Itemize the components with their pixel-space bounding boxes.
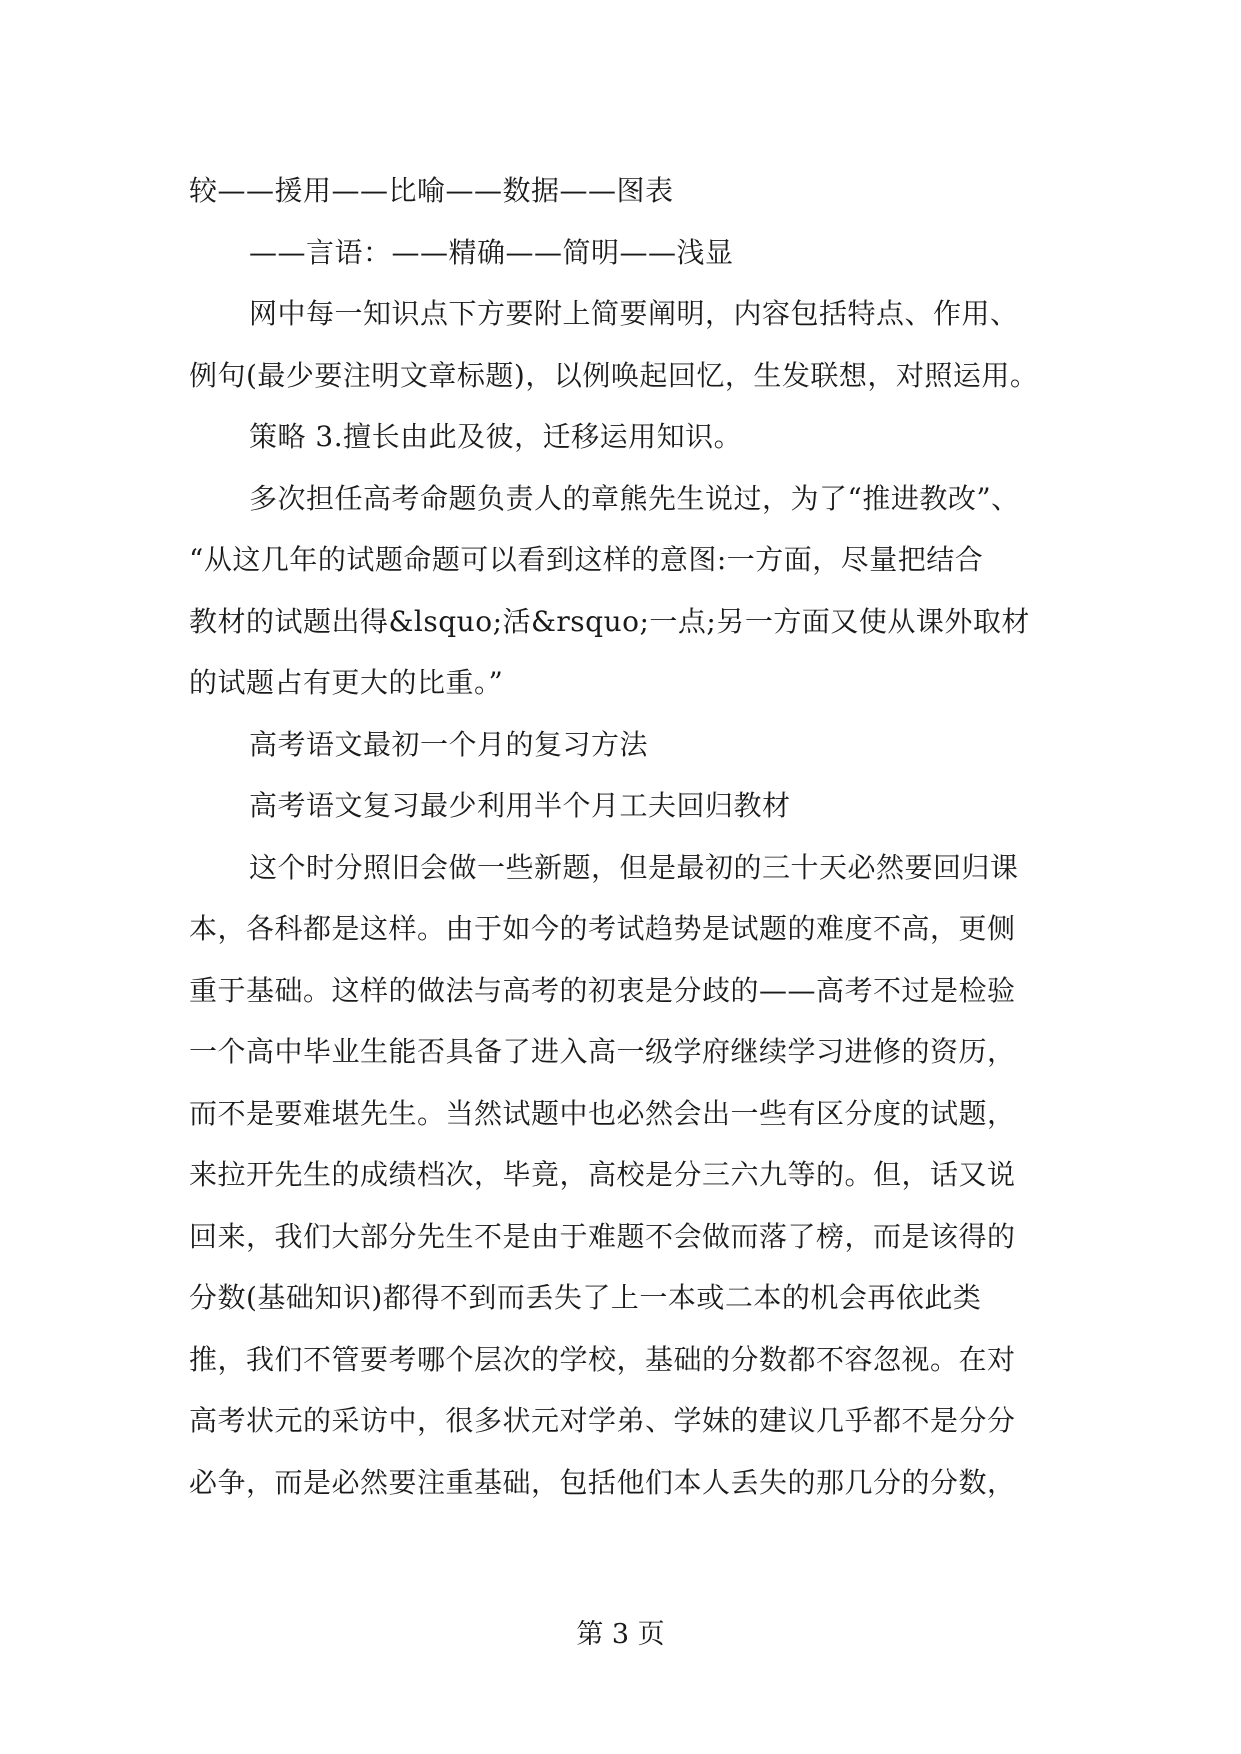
text-line: ——言语：——精确——简明——浅显 — [249, 235, 734, 269]
text-line: “从这几年的试题命题可以看到这样的意图:一方面，尽量把结合 — [189, 543, 984, 576]
text-line: 一个高中毕业生能否具备了进入高一级学府继续学习进修的资历， — [189, 1035, 1016, 1068]
text-line: 这个时分照旧会做一些新题，但是最初的三十天必然要回归课 — [249, 850, 1019, 884]
text-line: 较——援用——比喻——数据——图表 — [189, 174, 674, 207]
text-line: 重于基础。这样的做法与高考的初衷是分歧的——高考不过是检验 — [189, 973, 1016, 1007]
text-line: 推，我们不管要考哪个层次的学校，基础的分数都不容忽视。在对 — [189, 1342, 1016, 1376]
text-line: 高考状元的采访中，很多状元对学弟、学妹的建议几乎都不是分分 — [189, 1404, 1016, 1437]
text-line: 策略 3.擅长由此及彼，迁移运用知识。 — [249, 420, 743, 453]
text-line: 多次担任高考命题负责人的章熊先生说过，为了“推进教改”、 — [249, 481, 1020, 515]
text-line: 来拉开先生的成绩档次，毕竟，高校是分三六九等的。但，话又说 — [189, 1158, 1016, 1191]
page-number: 第 3 页 — [576, 1619, 665, 1650]
text-line: 例句(最少要注明文章标题)，以例唤起回忆，生发联想，对照运用。 — [189, 358, 1039, 392]
text-line: 分数(基础知识)都得不到而丢失了上一本或二本的机会再依此类 — [189, 1281, 982, 1314]
text-line: 教材的试题出得&lsquo;活&rsquo;一点;另一方面又使从课外取材 — [189, 604, 1030, 638]
text-line: 必争，而是必然要注重基础，包括他们本人丢失的那几分的分数， — [189, 1465, 1016, 1499]
text-line: 而不是要难堪先生。当然试题中也必然会出一些有区分度的试题， — [189, 1096, 1016, 1130]
text-line: 的试题占有更大的比重。” — [189, 666, 504, 699]
text-line: 回来，我们大部分先生不是由于难题不会做而落了榜，而是该得的 — [189, 1219, 1016, 1253]
document-body — [189, 160, 1069, 1513]
text-line: 本，各科都是这样。由于如今的考试趋势是试题的难度不高，更侧 — [189, 912, 1016, 945]
section-heading: 高考语文最初一个月的复习方法 — [249, 727, 649, 761]
text-line: 网中每一知识点下方要附上简要阐明，内容包括特点、作用、 — [249, 297, 1019, 330]
section-heading: 高考语文复习最少利用半个月工夫回归教材 — [249, 789, 791, 822]
